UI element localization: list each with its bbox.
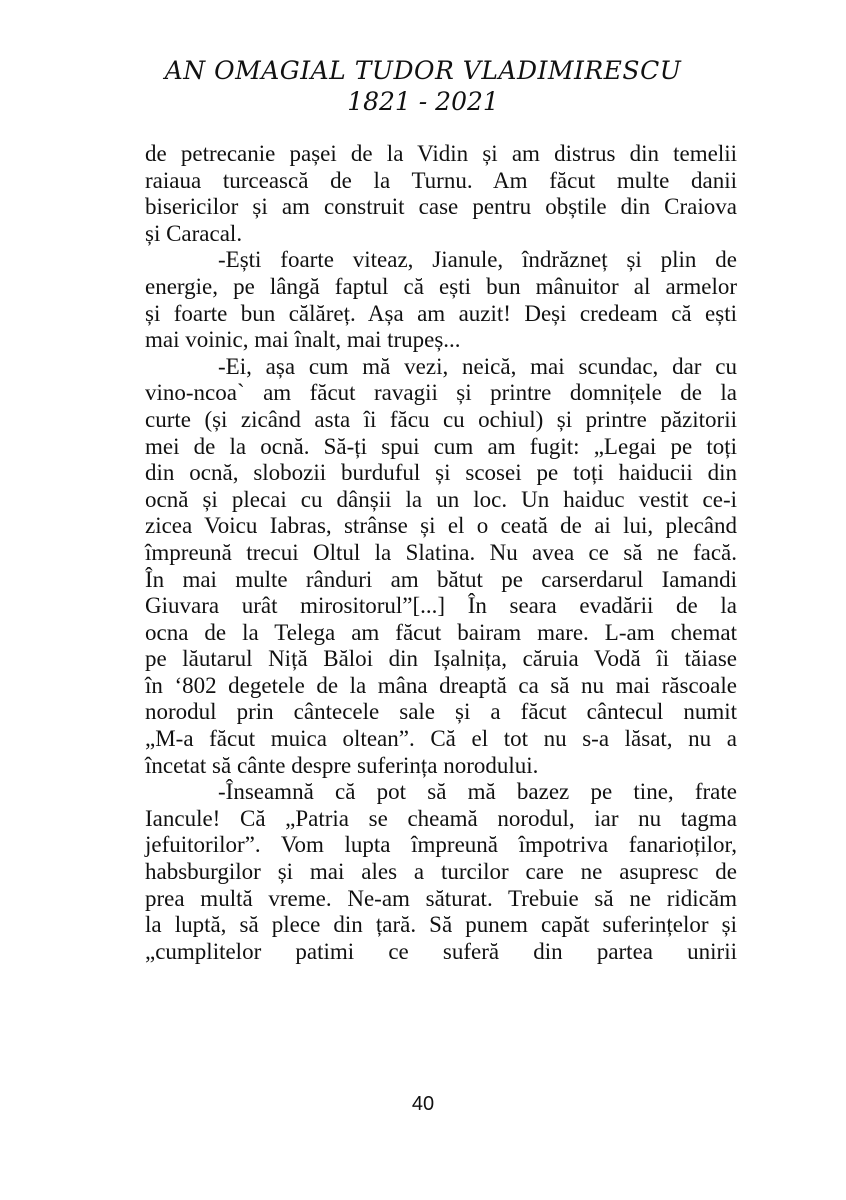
text-line: curte (și zicând asta îi făcu cu ochiul) și printre păzitorii	[145, 406, 737, 432]
body-text	[145, 141, 737, 965]
text-line: bisericilor și am construit case pentru obștile din Craiova	[145, 194, 737, 220]
text-line: în ‘802 degetele de la mâna dreaptă ca să nu mai răscoale	[145, 672, 737, 698]
text-line: norodul prin cântecele sale și a făcut cântecul numit	[145, 699, 737, 725]
page-number: 40	[411, 1093, 435, 1115]
text-line: raiaua turcească de la Turnu. Am făcut multe danii	[145, 167, 737, 193]
text-line: -Ești foarte viteaz, Jianule, îndrăzneț și plin de	[218, 247, 737, 273]
text-line: Giuvara urât mirositorul”[...] În seara evadării de la	[145, 593, 737, 619]
text-line: Iancule! Că „Patria se cheamă norodul, iar nu tagma	[145, 805, 737, 831]
text-line: -Înseamnă că pot să mă bazez pe tine, frate	[218, 779, 737, 805]
text-line: la luptă, să plece din țară. Să punem capăt suferințelor și	[145, 912, 737, 938]
running-header	[0, 56, 846, 118]
text-line: „M-a făcut muica oltean”. Că el tot nu s-a lăsat, nu a	[145, 726, 737, 752]
text-line: zicea Voicu Iabras, strânse și el o ceată de ai lui, plecând	[145, 513, 737, 539]
text-line: „cumplitelor patimi ce suferă din partea unirii	[145, 938, 737, 964]
header-years: 1821 - 2021	[347, 87, 499, 116]
text-line: încetat să cânte despre suferința norodului.	[145, 752, 539, 778]
text-line: ocnă și plecai cu dânșii la un loc. Un haiduc vestit ce-i	[145, 486, 737, 512]
text-line: prea multă vreme. Ne-am săturat. Trebuie să ne ridicăm	[145, 885, 737, 911]
text-line: mei de la ocnă. Să-ți spui cum am fugit: „Legai pe toți	[145, 433, 737, 459]
text-line: mai voinic, mai înalt, mai trupeș...	[145, 327, 461, 353]
text-line: jefuitorilor”. Vom lupta împreună împotriva fanarioților,	[145, 832, 737, 858]
text-line: energie, pe lângă faptul că ești bun mânuitor al armelor	[145, 273, 737, 299]
text-line: din ocnă, slobozii burduful și scosei pe toți haiducii din	[145, 460, 737, 486]
text-line: ocna de la Telega am făcut bairam mare. L-am chemat	[145, 619, 737, 645]
text-line: -Ei, așa cum mă vezi, neică, mai scundac, dar cu	[218, 353, 737, 379]
text-line: pe lăutarul Niță Băloi din Ișalnița, căruia Vodă îi tăiase	[145, 646, 737, 672]
text-line: de petrecanie pașei de la Vidin și am distrus din temelii	[145, 141, 737, 166]
text-line: și Caracal.	[145, 220, 243, 246]
text-line: și foarte bun călăreț. Așa am auzit! Deși credeam că ești	[145, 300, 737, 326]
text-line: vino-ncoa` am făcut ravagii și printre domnițele de la	[145, 380, 737, 406]
text-line: În mai multe rânduri am bătut pe carserdarul Iamandi	[145, 566, 737, 592]
text-line: împreună trecui Oltul la Slatina. Nu avea ce să ne facă.	[145, 539, 737, 565]
text-line: habsburgilor și mai ales a turcilor care ne asupresc de	[145, 859, 737, 885]
header-title: AN OMAGIAL TUDOR VLADIMIRESCU	[164, 56, 682, 85]
